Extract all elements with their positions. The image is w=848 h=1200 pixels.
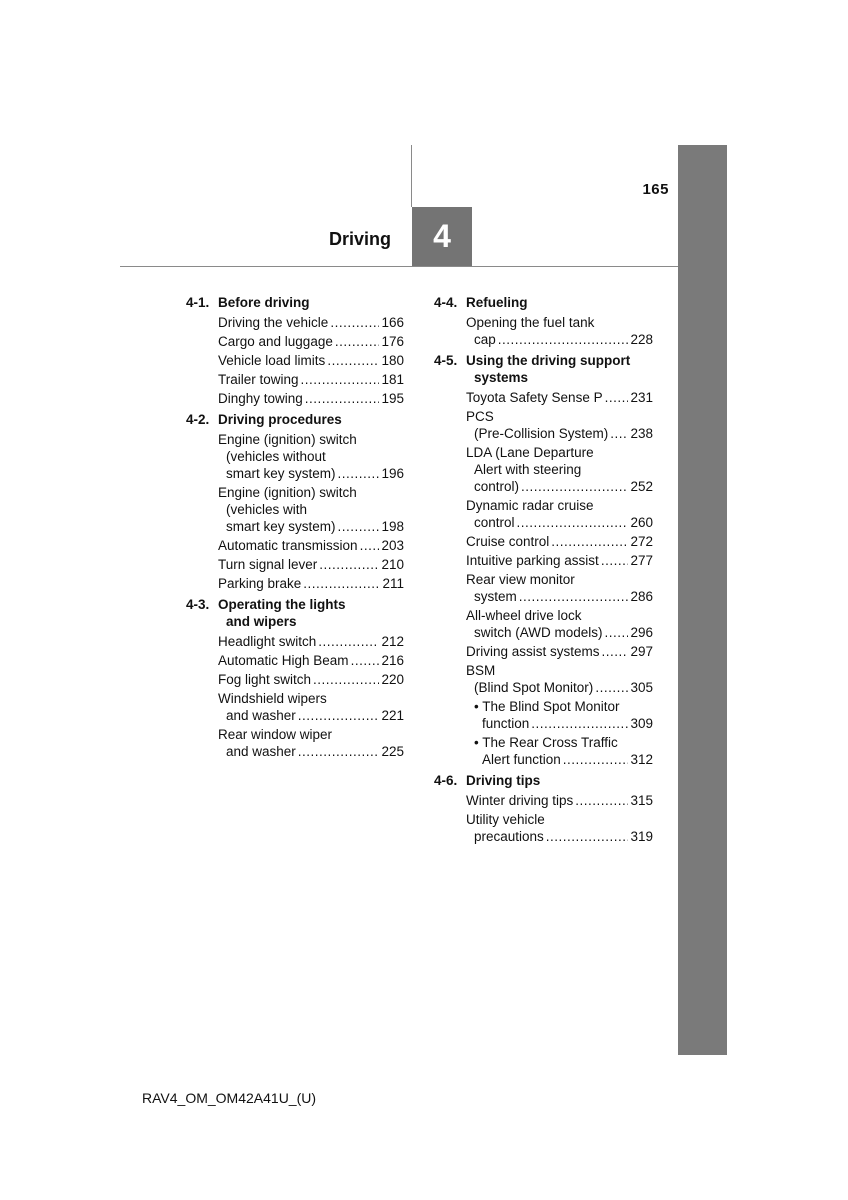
- toc-entry-line: [218, 633, 404, 650]
- toc-entry-line: [218, 556, 404, 573]
- toc-entry-text: Rear window wiper: [218, 727, 333, 742]
- toc-entry-text: Engine (ignition) switch: [218, 432, 357, 447]
- toc-entry-text: Dinghy towing: [218, 391, 303, 406]
- toc-entry-text: system: [474, 589, 517, 604]
- toc-entry-text: (vehicles with: [226, 502, 308, 517]
- dot-leader: [338, 518, 380, 535]
- toc-entry-line: [466, 552, 653, 569]
- toc-entry[interactable]: [186, 390, 404, 407]
- dot-leader: [335, 333, 380, 350]
- toc-page-number: 203: [381, 538, 404, 553]
- toc-entry-text: • The Rear Cross Traffic: [474, 735, 618, 750]
- section-title-line: Refueling: [466, 295, 528, 310]
- dot-leader: [605, 389, 629, 406]
- section-title: [466, 294, 653, 311]
- section-title: [466, 352, 653, 386]
- toc-entry-line: [466, 734, 653, 751]
- toc-entry-line: [466, 751, 653, 768]
- toc-entry-text: control: [474, 515, 515, 530]
- toc-page-number: 196: [381, 466, 404, 481]
- toc-entry-text: Automatic High Beam: [218, 653, 349, 668]
- toc-entry-text: Headlight switch: [218, 634, 317, 649]
- toc-entry-text: Windshield wipers: [218, 691, 327, 706]
- toc-entry-line: [466, 389, 653, 406]
- toc-entry-text: Cargo and luggage: [218, 334, 333, 349]
- toc-entry[interactable]: [186, 352, 404, 369]
- toc-section: [434, 294, 653, 348]
- toc-page-number: 309: [630, 716, 653, 731]
- toc-entry-line: [218, 431, 404, 448]
- toc-page-number: 228: [630, 332, 653, 347]
- dot-leader: [521, 478, 628, 495]
- section-number: 4-5.: [434, 353, 458, 368]
- toc-entry-line: [466, 331, 653, 348]
- toc-entry-line: [218, 484, 404, 501]
- chapter-side-tab: [678, 145, 727, 1055]
- toc-page-number: 315: [630, 793, 653, 808]
- toc-entry-text: switch (AWD models): [474, 625, 603, 640]
- section-heading: [186, 294, 404, 311]
- toc-entry-line: [218, 743, 404, 760]
- toc-entry-line: [466, 811, 653, 828]
- toc-entry-text: Engine (ignition) switch: [218, 485, 357, 500]
- header-horizontal-rule: [120, 266, 678, 267]
- section-heading: [186, 411, 404, 428]
- dot-leader: [563, 751, 629, 768]
- toc-entry-text: Automatic transmission: [218, 538, 358, 553]
- section-title-line: Using the driving support: [466, 353, 631, 368]
- toc-entry-text: Rear view monitor: [466, 572, 575, 587]
- toc-entry-text: (Blind Spot Monitor): [474, 680, 594, 695]
- toc-entry-line: [466, 408, 653, 425]
- toc-entry-line: [218, 671, 404, 688]
- toc-entry-line: [466, 588, 653, 605]
- toc-entry[interactable]: [434, 497, 653, 531]
- toc-entry[interactable]: [434, 408, 653, 442]
- toc-entry[interactable]: [186, 484, 404, 535]
- toc-entry-text: Winter driving tips: [466, 793, 574, 808]
- toc-entry-text: and washer: [226, 708, 296, 723]
- toc-page-number: 231: [630, 390, 653, 405]
- toc-entry-text: Driving the vehicle: [218, 315, 329, 330]
- section-number: 4-6.: [434, 773, 458, 788]
- toc-page-number: 272: [630, 534, 653, 549]
- section-title: [466, 772, 653, 789]
- toc-entry[interactable]: [434, 444, 653, 495]
- chapter-number: 4: [433, 218, 451, 254]
- dot-leader: [303, 575, 380, 592]
- toc-entry-text: • The Blind Spot Monitor: [474, 699, 620, 714]
- section-title-line: Before driving: [218, 295, 310, 310]
- toc-entry-text: Fog light switch: [218, 672, 312, 687]
- toc-entry-line: [218, 518, 404, 535]
- toc-entry-text: BSM: [466, 663, 496, 678]
- toc-entry[interactable]: [434, 643, 653, 660]
- toc-entry-line: [218, 707, 404, 724]
- toc-entry-text: Alert function: [482, 752, 561, 767]
- toc-entry-line: [466, 643, 653, 660]
- dot-leader: [305, 390, 380, 407]
- toc-page-number: 297: [630, 644, 653, 659]
- toc-page-number: 286: [630, 589, 653, 604]
- toc-entry-line: [466, 698, 653, 715]
- section-title-line: systems: [474, 370, 529, 385]
- section-heading: [434, 772, 653, 789]
- toc-entry[interactable]: [186, 671, 404, 688]
- section-number: 4-1.: [186, 295, 210, 310]
- toc-entry[interactable]: [186, 556, 404, 573]
- section-heading: [186, 596, 404, 630]
- toc-entry-text: (Pre-Collision System): [474, 426, 609, 441]
- dot-leader: [330, 314, 379, 331]
- toc-entry[interactable]: [186, 690, 404, 724]
- toc-entry-text: smart key system): [226, 519, 336, 534]
- toc-entry-line: [218, 537, 404, 554]
- toc-entry[interactable]: [434, 389, 653, 406]
- toc-page-number: 305: [630, 680, 653, 695]
- toc-entry-line: [218, 314, 404, 331]
- section-number: 4-3.: [186, 597, 210, 612]
- toc-entry-line: [466, 624, 653, 641]
- dot-leader: [595, 679, 628, 696]
- toc-entry[interactable]: [186, 652, 404, 669]
- toc-entry-line: [466, 571, 653, 588]
- toc-entry-text: Parking brake: [218, 576, 302, 591]
- toc-entry-text: function: [482, 716, 530, 731]
- toc-page-number: 319: [630, 829, 653, 844]
- toc-page-number: 296: [630, 625, 653, 640]
- toc-entry[interactable]: [434, 811, 653, 845]
- toc-entry[interactable]: [434, 571, 653, 605]
- toc-entry-text: control): [474, 479, 520, 494]
- section-number: 4-2.: [186, 412, 210, 427]
- toc-column-right: [434, 294, 653, 849]
- toc-page-number: 252: [630, 479, 653, 494]
- toc-page-number: 166: [381, 315, 404, 330]
- dot-leader: [601, 552, 629, 569]
- toc-entry-line: [466, 607, 653, 624]
- toc-entry-text: Cruise control: [466, 534, 550, 549]
- toc-page-number: 220: [381, 672, 404, 687]
- toc-entry-text: PCS: [466, 409, 494, 424]
- toc-entry-text: Toyota Safety Sense P: [466, 390, 603, 405]
- toc-entry[interactable]: [434, 662, 653, 696]
- toc-page-number: 238: [630, 426, 653, 441]
- dot-leader: [610, 425, 628, 442]
- toc-entry-line: [466, 715, 653, 732]
- toc-entry-text: Utility vehicle: [466, 812, 545, 827]
- toc-entry-text: LDA (Lane Departure: [466, 445, 594, 460]
- toc-section: [186, 596, 404, 760]
- toc-section: [186, 294, 404, 407]
- toc-entry[interactable]: [186, 537, 404, 554]
- toc-entry[interactable]: [434, 552, 653, 569]
- toc-entry-line: [218, 448, 404, 465]
- toc-page-number: 198: [381, 519, 404, 534]
- toc-entry-line: [218, 390, 404, 407]
- toc-entry-line: [466, 792, 653, 809]
- toc-entry-text: (vehicles without: [226, 449, 326, 464]
- toc-section: [434, 352, 653, 768]
- dot-leader: [318, 633, 379, 650]
- toc-entry-text: cap: [474, 332, 496, 347]
- dot-leader: [498, 331, 629, 348]
- dot-leader: [319, 556, 379, 573]
- dot-leader: [327, 352, 379, 369]
- dot-leader: [551, 533, 628, 550]
- dot-leader: [298, 743, 380, 760]
- dot-leader: [301, 371, 380, 388]
- dot-leader: [313, 671, 379, 688]
- toc-entry-text: Vehicle load limits: [218, 353, 326, 368]
- toc-entry-line: [218, 501, 404, 518]
- toc-entry[interactable]: [186, 371, 404, 388]
- toc-entry[interactable]: [434, 698, 653, 732]
- dot-leader: [605, 624, 629, 641]
- dot-leader: [546, 828, 629, 845]
- chapter-title: Driving: [328, 229, 391, 249]
- chapter-number-badge: [412, 207, 472, 266]
- toc-entry-line: [218, 726, 404, 743]
- dot-leader: [517, 514, 629, 531]
- toc-entry-line: [218, 465, 404, 482]
- toc-entry-text: Driving assist systems: [466, 644, 600, 659]
- toc-entry[interactable]: [186, 333, 404, 350]
- toc-entry[interactable]: [186, 726, 404, 760]
- toc-entry-line: [466, 533, 653, 550]
- dot-leader: [519, 588, 629, 605]
- toc-entry-line: [218, 690, 404, 707]
- toc-entry[interactable]: [434, 314, 653, 348]
- toc-entry-text: Turn signal lever: [218, 557, 318, 572]
- toc-page-number: 181: [381, 372, 404, 387]
- toc-entry-text: Opening the fuel tank: [466, 315, 595, 330]
- toc-entry-line: [466, 662, 653, 679]
- toc-entry-line: [466, 497, 653, 514]
- dot-leader: [575, 792, 628, 809]
- toc-entry[interactable]: [186, 431, 404, 482]
- toc-entry-text: Dynamic radar cruise: [466, 498, 594, 513]
- toc-entry-line: [466, 314, 653, 331]
- section-title: [218, 596, 404, 630]
- toc-page-number: 225: [381, 744, 404, 759]
- toc-entry-line: [218, 333, 404, 350]
- document-footer: RAV4_OM_OM42A41U_(U): [142, 1090, 317, 1106]
- section-heading: [434, 294, 653, 311]
- toc-page-number: 211: [382, 576, 404, 591]
- section-heading: [434, 352, 653, 386]
- dot-leader: [531, 715, 628, 732]
- toc-entry-text: Intuitive parking assist: [466, 553, 599, 568]
- toc-entry-line: [218, 371, 404, 388]
- section-title: [218, 411, 404, 428]
- toc-entry[interactable]: [434, 734, 653, 768]
- toc-entry[interactable]: [434, 607, 653, 641]
- section-title-line: Driving tips: [466, 773, 541, 788]
- toc-entry[interactable]: [186, 314, 404, 331]
- toc-entry-line: [466, 828, 653, 845]
- toc-entry-line: [466, 444, 653, 461]
- toc-entry[interactable]: [186, 633, 404, 650]
- toc-entry-text: All-wheel drive lock: [466, 608, 582, 623]
- toc-entry[interactable]: [434, 792, 653, 809]
- toc-page-number: 180: [381, 353, 404, 368]
- toc-entry-text: precautions: [474, 829, 544, 844]
- dot-leader: [360, 537, 380, 554]
- toc-page-number: 221: [381, 708, 404, 723]
- dot-leader: [351, 652, 380, 669]
- toc-entry-line: [466, 679, 653, 696]
- toc-page-number: 176: [381, 334, 404, 349]
- toc-entry-text: and washer: [226, 744, 296, 759]
- section-title-line: and wipers: [226, 614, 297, 629]
- toc-page-number: 195: [381, 391, 404, 406]
- toc-page-number: 210: [381, 557, 404, 572]
- toc-entry-line: [218, 352, 404, 369]
- header-vertical-rule: [411, 145, 412, 207]
- toc-entry-line: [466, 425, 653, 442]
- toc-page-number: 277: [630, 553, 653, 568]
- toc-entry-text: Trailer towing: [218, 372, 299, 387]
- toc-entry-line: [466, 461, 653, 478]
- toc-column-left: [186, 294, 404, 764]
- toc-entry-line: [218, 652, 404, 669]
- section-title-line: Driving procedures: [218, 412, 342, 427]
- dot-leader: [338, 465, 380, 482]
- section-title-line: Operating the lights: [218, 597, 346, 612]
- section-number: 4-4.: [434, 295, 458, 310]
- toc-page-number: 212: [381, 634, 404, 649]
- toc-entry-line: [218, 575, 404, 592]
- toc-section: [434, 772, 653, 845]
- toc-page-number: 312: [630, 752, 653, 767]
- toc-page-number: 216: [381, 653, 404, 668]
- toc-entry-line: [466, 514, 653, 531]
- dot-leader: [602, 643, 629, 660]
- section-title: [218, 294, 404, 311]
- toc-section: [186, 411, 404, 592]
- toc-entry-line: [466, 478, 653, 495]
- toc-entry-text: smart key system): [226, 466, 336, 481]
- toc-entry-text: Alert with steering: [474, 462, 582, 477]
- toc-entry[interactable]: [434, 533, 653, 550]
- page-number: 165: [642, 181, 669, 198]
- toc-entry[interactable]: [186, 575, 404, 592]
- dot-leader: [298, 707, 380, 724]
- toc-page-number: 260: [630, 515, 653, 530]
